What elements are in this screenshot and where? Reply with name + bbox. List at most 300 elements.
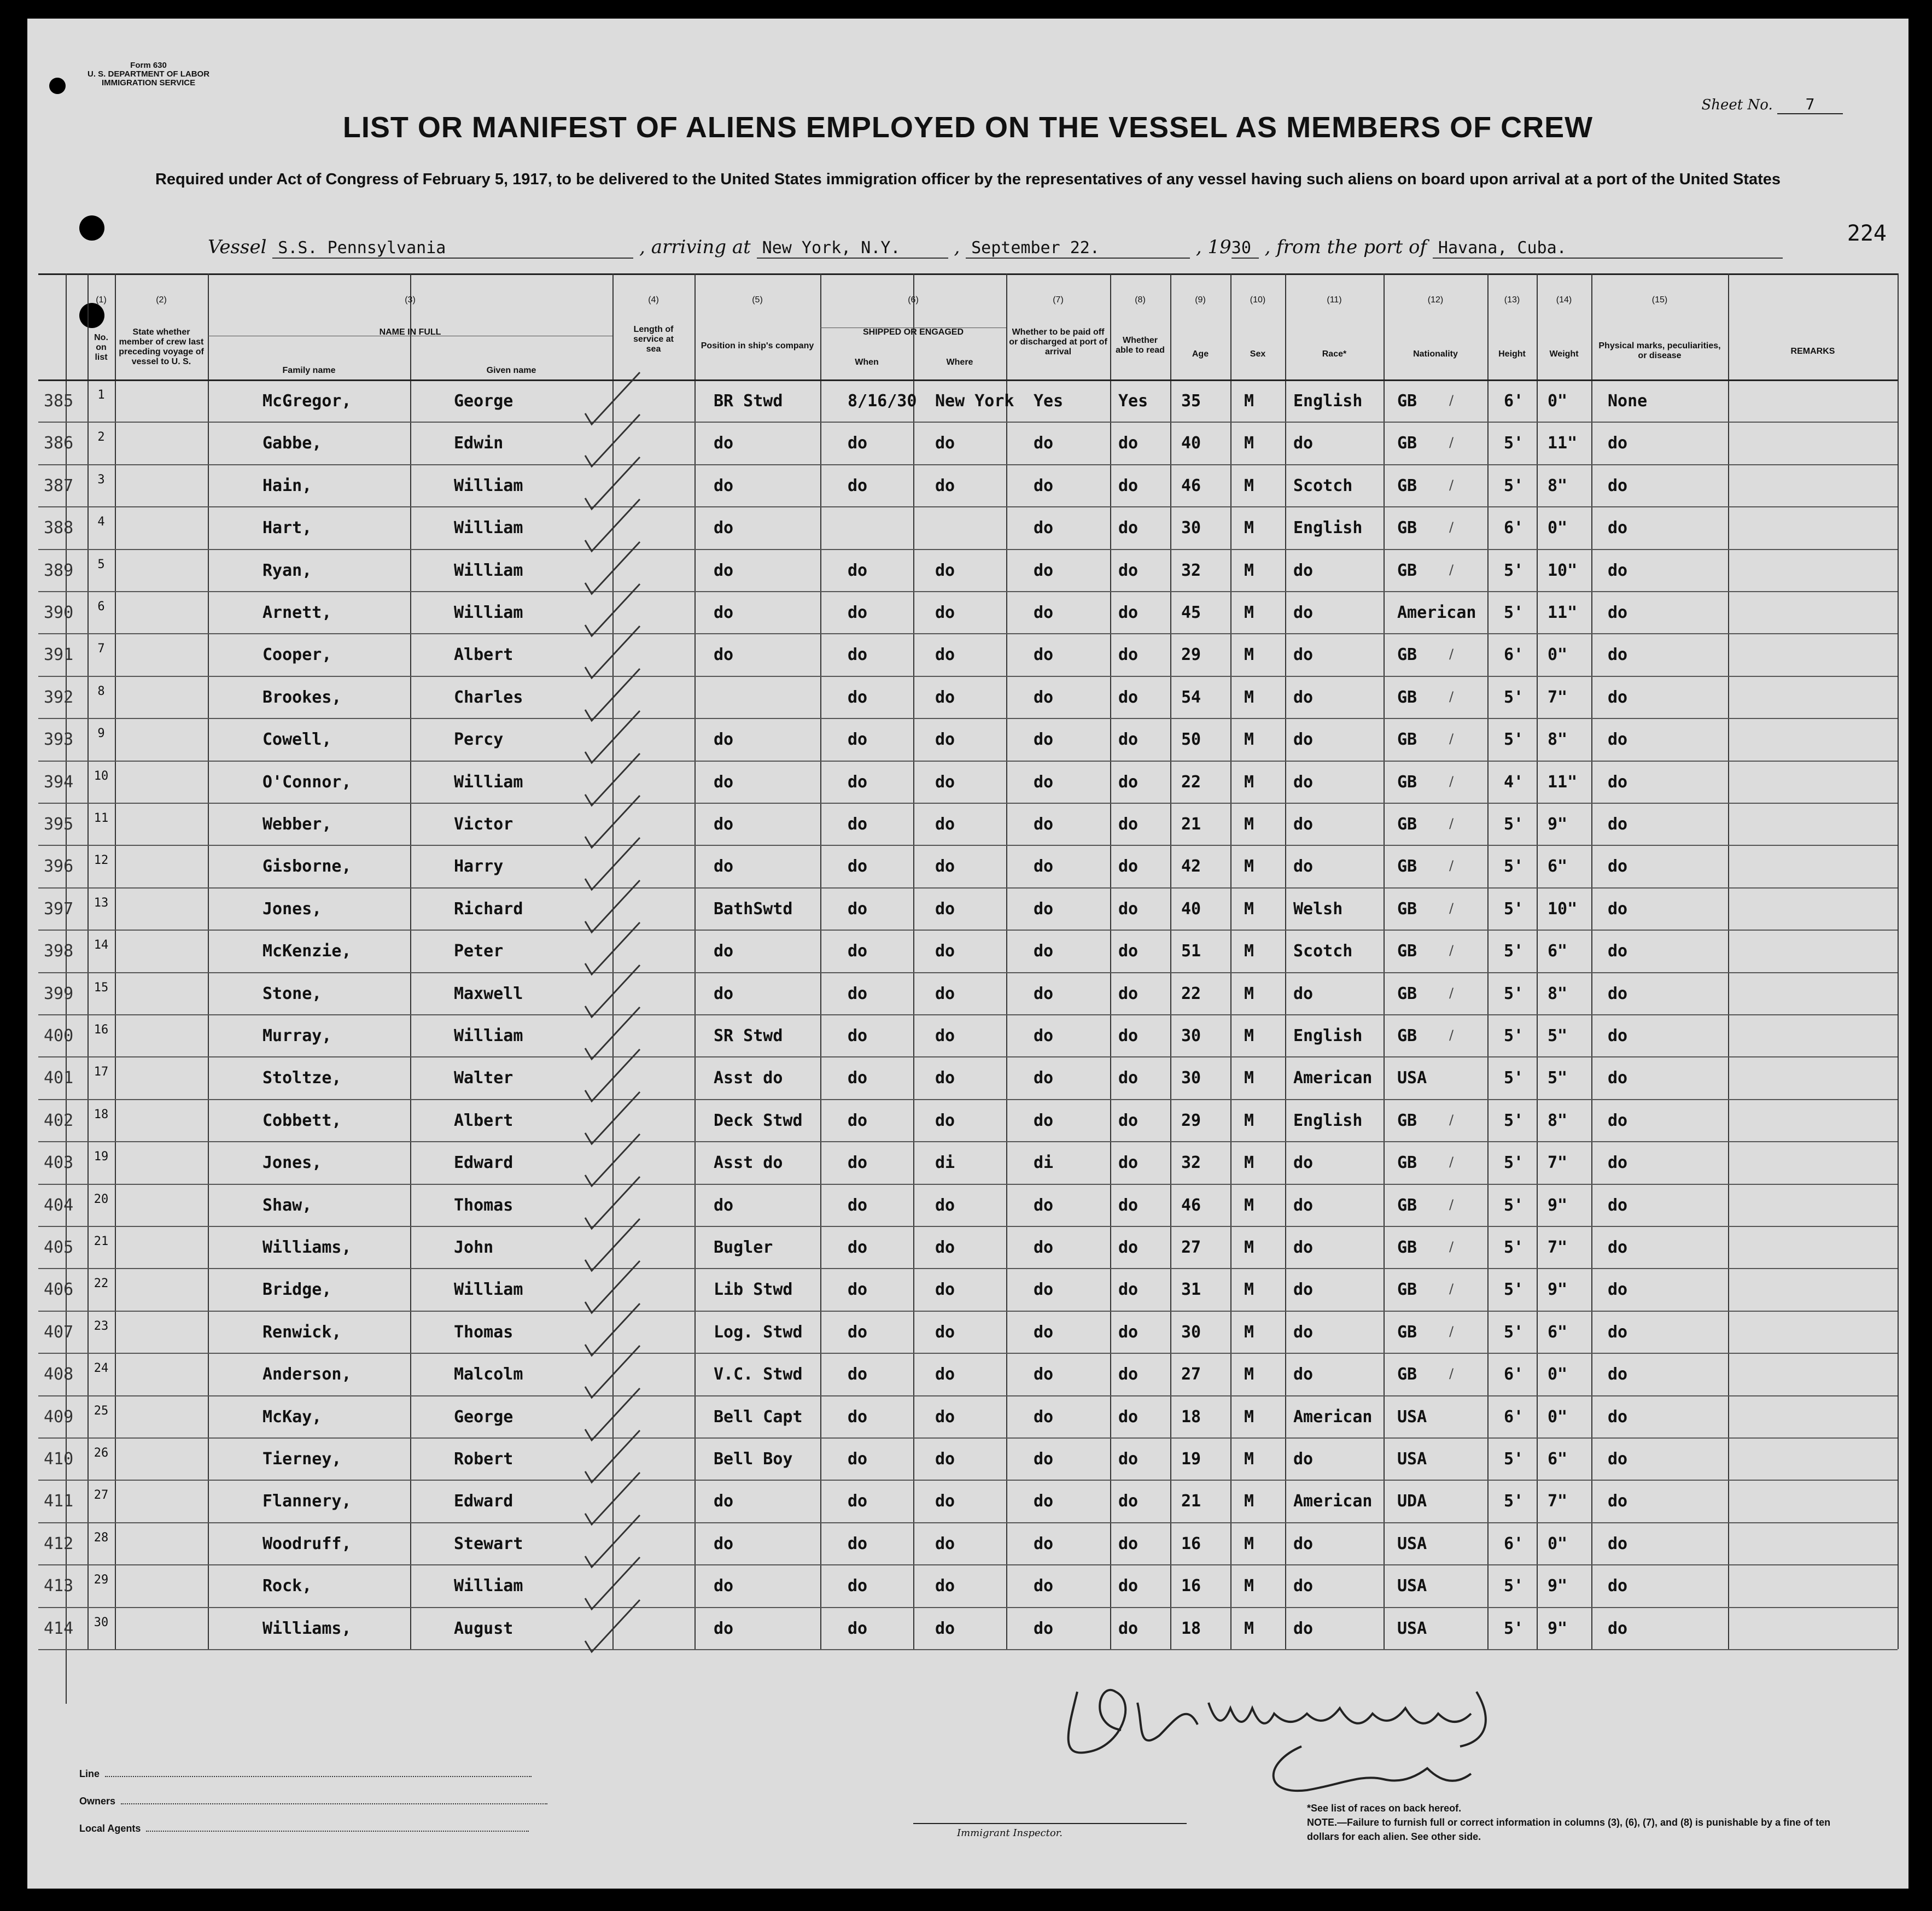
race-cell: Scotch — [1293, 476, 1353, 495]
col-num-1: (1) — [96, 295, 107, 305]
physical-marks-cell: do — [1608, 476, 1628, 495]
shipped-where-cell: do — [935, 1280, 955, 1300]
col-num-3: (3) — [405, 295, 416, 305]
able-to-read-cell: do — [1118, 1618, 1139, 1638]
paid-off-cell: do — [1034, 899, 1054, 919]
owners-field — [79, 1796, 547, 1807]
family-name-cell: Williams, — [262, 1238, 352, 1257]
family-name-cell: Stone, — [262, 984, 322, 1003]
header-given-name: Given name — [486, 366, 536, 375]
shipped-where-cell: do — [935, 476, 955, 495]
manifest-page — [27, 19, 1908, 1889]
age-cell: 21 — [1181, 815, 1201, 834]
given-name-cell: William — [454, 560, 523, 580]
list-number-cell: 14 — [94, 938, 109, 952]
position-cell: Asst do — [714, 1153, 783, 1173]
weight-cell: 9" — [1548, 1280, 1568, 1300]
nationality-cell: GB — [1397, 1280, 1417, 1300]
shipped-when-cell: do — [848, 1195, 868, 1215]
arrival-year: 30 — [1231, 238, 1259, 259]
race-cell: American — [1293, 1492, 1373, 1511]
able-to-read-cell: do — [1118, 1450, 1139, 1469]
physical-marks-cell: do — [1608, 1407, 1628, 1427]
shipped-where-cell: do — [935, 899, 955, 919]
weight-cell: 7" — [1548, 1238, 1568, 1257]
shipped-when-cell: do — [848, 942, 868, 961]
age-cell: 51 — [1181, 942, 1201, 961]
sex-cell: M — [1244, 391, 1254, 411]
weight-cell: 8" — [1548, 476, 1568, 495]
row-divider — [38, 1226, 1898, 1227]
family-name-cell: Woodruff, — [262, 1534, 352, 1553]
paid-off-cell: do — [1034, 1576, 1054, 1596]
tick-mark-icon: / — [1449, 858, 1454, 874]
given-name-cell: William — [454, 1280, 523, 1300]
race-cell: American — [1293, 1068, 1373, 1088]
height-cell: 5' — [1504, 1153, 1524, 1173]
height-cell: 6' — [1504, 1365, 1524, 1384]
tick-mark-icon: / — [1449, 1154, 1454, 1170]
paid-off-cell: do — [1034, 815, 1054, 834]
weight-cell: 11" — [1548, 772, 1578, 792]
list-number-cell: 21 — [94, 1235, 109, 1248]
sex-cell: M — [1244, 645, 1254, 665]
manifest-line-number: 409 — [44, 1407, 74, 1427]
height-cell: 6' — [1504, 1407, 1524, 1427]
inspector-rule — [913, 1823, 1187, 1824]
height-cell: 5' — [1504, 1026, 1524, 1045]
given-name-cell: Edwin — [454, 434, 504, 453]
position-cell: do — [714, 984, 734, 1003]
punch-hole — [49, 78, 66, 94]
column-divider — [820, 273, 821, 1649]
able-to-read-cell: do — [1118, 1111, 1139, 1130]
row-divider — [38, 591, 1898, 592]
sex-cell: M — [1244, 1280, 1254, 1300]
manifest-line-number: 387 — [44, 476, 74, 495]
race-cell: do — [1293, 1365, 1314, 1384]
column-divider — [1384, 273, 1385, 1649]
position-cell: do — [714, 1492, 734, 1511]
column-divider — [1285, 273, 1286, 1649]
given-name-cell: Richard — [454, 899, 523, 919]
col-num-11: (11) — [1327, 295, 1342, 305]
header-length-of-service: Length of service at sea — [633, 325, 674, 354]
sheet-label: Sheet No. — [1701, 97, 1773, 113]
weight-cell: 0" — [1548, 1534, 1568, 1553]
manifest-line-number: 406 — [44, 1280, 74, 1300]
weight-cell: 0" — [1548, 1407, 1568, 1427]
shipped-where-cell: do — [935, 1238, 955, 1257]
shipped-where-cell: do — [935, 687, 955, 707]
height-cell: 5' — [1504, 603, 1524, 622]
header-position: Position in ship's company — [701, 341, 814, 350]
manifest-line-number: 405 — [44, 1238, 74, 1257]
height-cell: 4' — [1504, 772, 1524, 792]
physical-marks-cell: do — [1608, 1365, 1628, 1384]
column-divider — [1898, 273, 1899, 1649]
list-number-cell: 3 — [97, 472, 105, 487]
physical-marks-cell: do — [1608, 1111, 1628, 1130]
header-height: Height — [1498, 349, 1526, 359]
race-cell: English — [1293, 1026, 1363, 1045]
physical-marks-cell: do — [1608, 899, 1628, 919]
manifest-line-number: 408 — [44, 1365, 74, 1384]
shipped-where-cell: New York — [935, 391, 1014, 411]
shipped-when-cell: do — [848, 857, 868, 876]
col-num-10: (10) — [1250, 295, 1266, 305]
row-divider — [38, 549, 1898, 550]
age-cell: 54 — [1181, 687, 1201, 707]
header-paid-off: Whether to be paid off or discharged at port of arrival — [1009, 328, 1107, 357]
row-divider — [38, 1522, 1898, 1523]
weight-cell: 11" — [1548, 434, 1578, 453]
position-cell: do — [714, 1195, 734, 1215]
paid-off-cell: do — [1034, 1534, 1054, 1553]
family-name-cell: Ryan, — [262, 560, 312, 580]
list-number-cell: 25 — [94, 1404, 109, 1418]
nationality-cell: USA — [1397, 1618, 1427, 1638]
height-cell: 5' — [1504, 1322, 1524, 1342]
manifest-line-number: 395 — [44, 815, 74, 834]
row-divider — [38, 1395, 1898, 1396]
physical-marks-cell: do — [1608, 1026, 1628, 1045]
family-name-cell: Williams, — [262, 1618, 352, 1638]
tick-mark-icon: / — [1449, 1112, 1454, 1127]
paid-off-cell: do — [1034, 1322, 1054, 1342]
shipped-where-cell: do — [935, 815, 955, 834]
inspector-signature — [1055, 1670, 1602, 1801]
height-cell: 6' — [1504, 645, 1524, 665]
manifest-line-number: 413 — [44, 1576, 74, 1596]
position-cell: BathSwtd — [714, 899, 793, 919]
race-cell: do — [1293, 1195, 1314, 1215]
nationality-cell: GB — [1397, 1153, 1417, 1173]
row-divider — [38, 1141, 1898, 1142]
sex-cell: M — [1244, 1576, 1254, 1596]
position-cell: SR Stwd — [714, 1026, 783, 1045]
manifest-line-number: 411 — [44, 1492, 74, 1511]
able-to-read-cell: do — [1118, 1492, 1139, 1511]
row-divider — [38, 1437, 1898, 1439]
able-to-read-cell: do — [1118, 899, 1139, 919]
shipped-where-cell: do — [935, 645, 955, 665]
physical-marks-cell: do — [1608, 857, 1628, 876]
shipped-where-cell: do — [935, 1322, 955, 1342]
column-divider — [410, 273, 411, 1649]
tick-mark-icon: / — [1449, 1366, 1454, 1382]
manifest-line-number: 414 — [44, 1618, 74, 1638]
list-number-cell: 11 — [94, 811, 109, 825]
header-able-to-read: Whether able to read — [1116, 336, 1165, 355]
weight-cell: 9" — [1548, 1618, 1568, 1638]
manifest-line-number: 410 — [44, 1450, 74, 1469]
nationality-cell: GB — [1397, 560, 1417, 580]
position-cell: do — [714, 645, 734, 665]
weight-cell: 7" — [1548, 1153, 1568, 1173]
age-cell: 18 — [1181, 1407, 1201, 1427]
shipped-when-cell: do — [848, 1365, 868, 1384]
manifest-line-number: 407 — [44, 1322, 74, 1342]
weight-cell: 11" — [1548, 603, 1578, 622]
weight-cell: 6" — [1548, 857, 1568, 876]
sex-cell: M — [1244, 1026, 1254, 1045]
age-cell: 32 — [1181, 560, 1201, 580]
row-divider — [38, 761, 1898, 762]
list-number-cell: 2 — [97, 430, 105, 445]
tick-mark-icon: / — [1449, 435, 1454, 451]
physical-marks-cell: do — [1608, 1280, 1628, 1300]
manifest-line-number: 392 — [44, 687, 74, 707]
age-cell: 46 — [1181, 476, 1201, 495]
age-cell: 30 — [1181, 518, 1201, 538]
age-cell: 46 — [1181, 1195, 1201, 1215]
weight-cell: 8" — [1548, 730, 1568, 750]
height-cell: 5' — [1504, 857, 1524, 876]
age-cell: 32 — [1181, 1153, 1201, 1173]
paid-off-cell: do — [1034, 1068, 1054, 1088]
family-name-cell: Webber, — [262, 815, 332, 834]
race-cell: English — [1293, 391, 1363, 411]
position-cell: Asst do — [714, 1068, 783, 1088]
sex-cell: M — [1244, 730, 1254, 750]
row-divider — [38, 1311, 1898, 1312]
row-divider — [38, 718, 1898, 719]
age-cell: 40 — [1181, 434, 1201, 453]
sex-cell: M — [1244, 687, 1254, 707]
nationality-cell: USA — [1397, 1576, 1427, 1596]
race-cell: do — [1293, 772, 1314, 792]
able-to-read-cell: do — [1118, 603, 1139, 622]
sex-cell: M — [1244, 1450, 1254, 1469]
manifest-line-number: 400 — [44, 1026, 74, 1045]
shipped-where-cell: do — [935, 772, 955, 792]
col-num-4: (4) — [648, 295, 659, 305]
physical-marks-cell: do — [1608, 603, 1628, 622]
line-field — [79, 1768, 532, 1780]
height-cell: 5' — [1504, 560, 1524, 580]
height-cell: 5' — [1504, 984, 1524, 1003]
race-cell: English — [1293, 1111, 1363, 1130]
given-name-cell: William — [454, 518, 523, 538]
physical-marks-cell: do — [1608, 518, 1628, 538]
physical-marks-cell: do — [1608, 815, 1628, 834]
list-number-cell: 18 — [94, 1107, 109, 1121]
row-divider — [38, 1268, 1898, 1269]
shipped-when-cell: do — [848, 1153, 868, 1173]
shipped-when-cell: do — [848, 645, 868, 665]
list-number-cell: 30 — [94, 1615, 109, 1629]
manifest-line-number: 385 — [44, 391, 74, 411]
given-name-cell: Harry — [454, 857, 504, 876]
shipped-where-cell: do — [935, 560, 955, 580]
penalty-note: NOTE.—Failure to furnish full or correct information in columns (3), (6), (7), and (8) is punishable by a fine of ten dollars for each alien. See other side. — [1307, 1817, 1831, 1842]
race-cell: Scotch — [1293, 942, 1353, 961]
race-cell: do — [1293, 434, 1314, 453]
weight-cell: 9" — [1548, 815, 1568, 834]
nationality-cell: USA — [1397, 1450, 1427, 1469]
nationality-cell: GB — [1397, 942, 1417, 961]
family-name-cell: Flannery, — [262, 1492, 352, 1511]
sex-cell: M — [1244, 518, 1254, 538]
race-cell: do — [1293, 687, 1314, 707]
age-cell: 45 — [1181, 603, 1201, 622]
shipped-when-cell: do — [848, 1026, 868, 1045]
given-name-cell: William — [454, 1026, 523, 1045]
shipped-when-cell: do — [848, 434, 868, 453]
row-divider — [38, 803, 1898, 804]
race-cell: do — [1293, 1153, 1314, 1173]
nationality-cell: UDA — [1397, 1492, 1427, 1511]
physical-marks-cell: do — [1608, 1238, 1628, 1257]
physical-marks-cell: do — [1608, 1492, 1628, 1511]
given-name-cell: William — [454, 603, 523, 622]
given-name-cell: Robert — [454, 1450, 513, 1469]
weight-cell: 8" — [1548, 984, 1568, 1003]
nationality-cell: GB — [1397, 899, 1417, 919]
paid-off-cell: do — [1034, 645, 1054, 665]
manifest-line-number: 389 — [44, 560, 74, 580]
physical-marks-cell: do — [1608, 645, 1628, 665]
paid-off-cell: Yes — [1034, 391, 1064, 411]
form-number: Form 630 — [130, 61, 167, 70]
page-stamp: 224 — [1847, 221, 1887, 246]
sex-cell: M — [1244, 1238, 1254, 1257]
position-cell: BR Stwd — [714, 391, 783, 411]
race-cell: do — [1293, 984, 1314, 1003]
physical-marks-cell: do — [1608, 1576, 1628, 1596]
list-number-cell: 29 — [94, 1573, 109, 1587]
row-divider — [38, 1056, 1898, 1057]
shipped-when-cell: do — [848, 1322, 868, 1342]
paid-off-cell: do — [1034, 560, 1054, 580]
col-num-15: (15) — [1651, 295, 1668, 305]
race-cell: do — [1293, 1238, 1314, 1257]
sex-cell: M — [1244, 815, 1254, 834]
sex-cell: M — [1244, 984, 1254, 1003]
family-name-cell: Cowell, — [262, 730, 332, 750]
paid-off-cell: di — [1034, 1153, 1054, 1173]
list-number-cell: 10 — [94, 769, 109, 783]
height-cell: 5' — [1504, 1238, 1524, 1257]
height-cell: 5' — [1504, 476, 1524, 495]
height-cell: 5' — [1504, 687, 1524, 707]
age-cell: 21 — [1181, 1492, 1201, 1511]
shipped-when-cell: do — [848, 1407, 868, 1427]
physical-marks-cell: do — [1608, 1450, 1628, 1469]
departure-port: Havana, Cuba. — [1433, 238, 1783, 259]
shipped-when-cell: do — [848, 1618, 868, 1638]
col-num-9: (9) — [1195, 295, 1206, 305]
age-cell: 30 — [1181, 1322, 1201, 1342]
weight-cell: 7" — [1548, 687, 1568, 707]
tick-mark-icon: / — [1449, 519, 1454, 535]
age-cell: 30 — [1181, 1026, 1201, 1045]
sex-cell: M — [1244, 1322, 1254, 1342]
header-remarks: REMARKS — [1790, 347, 1835, 356]
physical-marks-cell: do — [1608, 1068, 1628, 1088]
column-divider — [1006, 273, 1007, 1649]
vessel-name: S.S. Pennsylvania — [272, 238, 633, 259]
tick-mark-icon: / — [1449, 393, 1454, 408]
form-identifier — [87, 61, 209, 87]
row-divider — [38, 1353, 1898, 1354]
position-cell: do — [714, 815, 734, 834]
family-name-cell: Rock, — [262, 1576, 312, 1596]
family-name-cell: Renwick, — [262, 1322, 342, 1342]
family-name-cell: Gisborne, — [262, 857, 352, 876]
age-cell: 22 — [1181, 772, 1201, 792]
paid-off-cell: do — [1034, 1407, 1054, 1427]
punch-hole — [79, 215, 104, 241]
family-name-cell: Cooper, — [262, 645, 332, 665]
shipped-when-cell: do — [848, 730, 868, 750]
list-number-cell: 28 — [94, 1530, 109, 1545]
position-cell: do — [714, 434, 734, 453]
weight-cell: 9" — [1548, 1576, 1568, 1596]
position-cell: do — [714, 518, 734, 538]
age-cell: 16 — [1181, 1534, 1201, 1553]
list-number-cell: 16 — [94, 1023, 109, 1037]
paid-off-cell: do — [1034, 1195, 1054, 1215]
tick-mark-icon: / — [1449, 688, 1454, 704]
paid-off-cell: do — [1034, 1492, 1054, 1511]
family-name-cell: McKenzie, — [262, 942, 352, 961]
able-to-read-cell: do — [1118, 1534, 1139, 1553]
nationality-cell: GB — [1397, 730, 1417, 750]
weight-cell: 5" — [1548, 1026, 1568, 1045]
shipped-when-cell: do — [848, 815, 868, 834]
sex-cell: M — [1244, 1407, 1254, 1427]
shipped-when-cell: do — [848, 772, 868, 792]
column-divider — [1591, 273, 1592, 1649]
column-divider — [1110, 273, 1111, 1649]
nationality-cell: GB — [1397, 434, 1417, 453]
row-divider — [38, 1480, 1898, 1481]
shipped-when-cell: do — [848, 1280, 868, 1300]
family-name-cell: Brookes, — [262, 687, 342, 707]
nationality-cell: GB — [1397, 1195, 1417, 1215]
race-cell: American — [1293, 1407, 1373, 1427]
line-label: Line — [79, 1768, 100, 1779]
vessel-line: Vessel S.S. Pennsylvania , arriving at New York, N.Y. , September 22. , 1930 , from the port of Havana, Cuba. — [208, 236, 1783, 259]
age-cell: 29 — [1181, 645, 1201, 665]
header-name-in-full: NAME IN FULL — [379, 328, 441, 337]
family-name-cell: Cobbett, — [262, 1111, 342, 1130]
shipped-where-cell: do — [935, 1492, 955, 1511]
physical-marks-cell: do — [1608, 687, 1628, 707]
able-to-read-cell: do — [1118, 730, 1139, 750]
column-divider — [87, 273, 89, 1649]
physical-marks-cell: do — [1608, 942, 1628, 961]
given-name-cell: Malcolm — [454, 1365, 523, 1384]
given-name-cell: Walter — [454, 1068, 513, 1088]
able-to-read-cell: do — [1118, 518, 1139, 538]
given-name-cell: Edward — [454, 1153, 513, 1173]
physical-marks-cell: do — [1608, 1618, 1628, 1638]
given-name-cell: George — [454, 391, 513, 411]
shipped-when-cell: do — [848, 1238, 868, 1257]
position-cell: do — [714, 730, 734, 750]
age-cell: 35 — [1181, 391, 1201, 411]
nationality-cell: GB — [1397, 772, 1417, 792]
physical-marks-cell: do — [1608, 1195, 1628, 1215]
nationality-cell: GB — [1397, 687, 1417, 707]
header-weight: Weight — [1549, 349, 1579, 359]
row-divider — [38, 930, 1898, 931]
row-divider — [38, 887, 1898, 889]
shipped-when-cell: do — [848, 560, 868, 580]
